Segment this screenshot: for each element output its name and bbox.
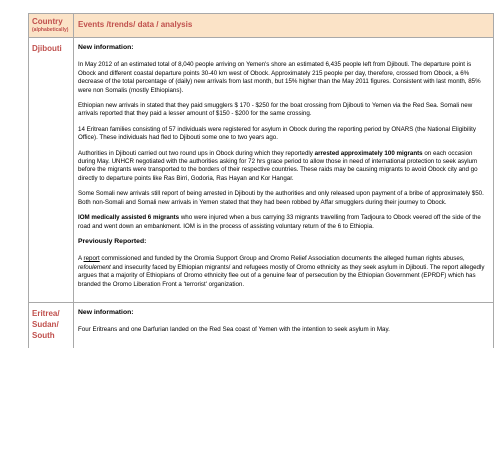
paragraph-round-ups	[78, 150, 488, 184]
new-information-heading: New information:	[78, 44, 134, 51]
events-cell-djibouti	[74, 38, 494, 303]
table-row-djibouti	[29, 38, 494, 303]
previously-reported-heading: Previously Reported:	[78, 237, 147, 245]
table-header-row	[29, 14, 494, 38]
events-column-header: Events /trends/ data / analysis	[74, 14, 494, 38]
iom-bold: IOM medically assisted 6 migrants	[78, 214, 180, 222]
report-text-b: commissioned and funded by the Oromia Support Group and Oromo Relief Association documents the alleged human rights abuses,	[99, 255, 465, 263]
report-italic: refoulement	[78, 263, 111, 271]
paragraph-eritrean-families: 14 Eritrean families consisting of 57 individuals were registered for asylum in Obock during the reporting period by ONARS (the National Eligibility Office). These individuals had fled to Djibouti some one to two years ago.	[78, 125, 476, 142]
report-text-a: A	[78, 255, 84, 263]
paragraph-report	[78, 255, 488, 289]
country-eritrea-line1: Eritrea/	[32, 308, 60, 318]
paragraph-eritrea-arrivals: Four Eritreans and one Darfurian landed on the Red Sea coast of Yemen with the intention to seek asylum in May.	[78, 326, 390, 334]
table-row-eritrea	[29, 302, 494, 347]
round-ups-bold: arrested approximately 100 migrants	[314, 149, 423, 157]
country-events-table	[28, 13, 494, 348]
country-cell-eritrea	[29, 302, 74, 347]
new-information-heading-eritrea: New information:	[78, 308, 134, 316]
iom-text: who were injured when a bus carrying 33 migrants travelling from Tadjoura to Obock veered off the side of the road and went down an embankment. IOM is in the process of assisting voluntary return of the 6 to Ethiopia.	[78, 214, 481, 230]
paragraph-bribes: Some Somali new arrivals still report of being arrested in Djibouti by the authorities and only released upon payment of a bribe of approximately $50. Both non-Somali and Somali new arrivals in Yemen stated that they had been robbed by Affar smugglers during their journey to Obock.	[78, 190, 484, 206]
events-cell-eritrea	[74, 302, 494, 347]
country-header-sublabel: (alphabetically)	[32, 27, 69, 33]
round-ups-text: Authorities in Djibouti carried out two round ups in Obock during which they reportedly	[78, 149, 315, 157]
paragraph-arrivals: In May 2012 of an estimated total of 8,040 people arriving on Yemen's shore an estimated 6,435 people left from Djibouti. The departure point is Obock and different coastal departure points 30-40 km west of Obock. Approximately 215 people per day, therefore, crossed from Obock, a 6% decrease of the total percentage of (daily) new arrivals from last month, but 15% higher than the May 2011 figures. Consistent with last month, 85% were non Somalis (mostly Ethiopians).	[78, 61, 481, 94]
paragraph-smuggler-fees: Ethiopian new arrivals in stated that they paid smugglers $ 170 - $250 for the boat crossing from Djibouti to Yemen via the Red Sea. Somali new arrivals reported that they paid a lesser amount of $150 - $200 for the same crossing.	[78, 102, 473, 118]
paragraph-iom-assistance	[78, 214, 488, 231]
country-cell-djibouti: Djibouti	[29, 38, 74, 303]
country-eritrea-line2: Sudan/	[32, 319, 59, 329]
country-column-header	[29, 14, 74, 38]
round-ups-text-2: on each occasion during May. UNHCR negotiated with the authorities asking for 72 hrs grace period to allow those in need of international protection to seek asylum before the migrants were transported to the borders of their respective countries. These raids may be causing migrants to avoid Obock city and go directly to departure points like Ras Birri, Godoria, Ras Hayan and Kor Hangar.	[78, 149, 478, 182]
country-eritrea-line3: South	[32, 330, 55, 340]
country-header-label: Country	[32, 17, 63, 26]
report-link[interactable]: report	[83, 255, 100, 263]
report-text-c: and insecurity faced by Ethiopian migrants/ and refugees mostly of Oromo ethnicity as they seek asylum in Djibouti. The report allegedly argues that a majority of Ethiopians of Oromo ethnicity flee out of a genuine fear of persecution by the Ethiopian Government (EPRDF) which has branded the Oromo Liberation Front a 'terrorist' organization.	[78, 263, 485, 288]
